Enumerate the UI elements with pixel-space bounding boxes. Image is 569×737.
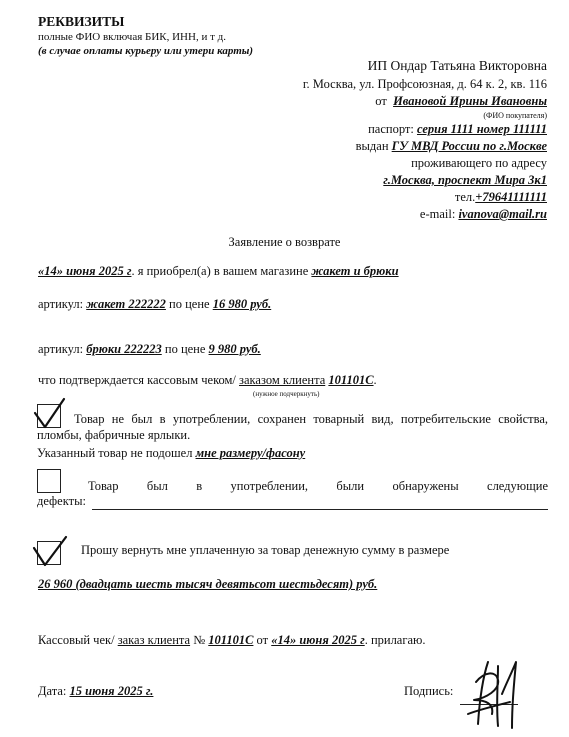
requisites-title: РЕКВИЗИТЫ	[38, 14, 125, 29]
from-label: от	[375, 94, 387, 108]
requisites-line1: полные ФИО включая БИК, ИНН, и т д.	[38, 31, 226, 43]
option-1-reason-label: Указанный товар не подошел	[37, 446, 193, 460]
buyer-name: Ивановой Ирины Ивановны	[393, 94, 547, 108]
email-label: e-mail:	[419, 207, 456, 221]
passport-line	[368, 122, 547, 137]
article-2-price-label: по цене	[164, 342, 206, 356]
article-1-price: 16 980 руб.	[212, 297, 272, 311]
addressee-address: г. Москва, ул. Профсоюзная, д. 64 к. 2, кв. 116	[302, 77, 547, 91]
phone-value: +79641111111	[475, 190, 547, 204]
article-2-price: 9 980 руб.	[208, 342, 261, 356]
purchase-items: жакет и брюки	[311, 264, 399, 278]
attachment-text-2: №	[193, 633, 206, 647]
requisites-line2: (в случае оплаты курьеру или утери карты)	[38, 45, 254, 57]
receipt-text: что подтверждается кассовым чеком/	[38, 373, 236, 387]
issued-value: ГУ МВД России по г.Москве	[391, 139, 547, 153]
issued-line	[356, 139, 547, 154]
date-line	[38, 684, 153, 699]
attachment-date: «14» июня 2025 г	[271, 633, 365, 647]
receipt-order-value: 101101С	[328, 373, 374, 387]
issued-label: выдан	[355, 139, 389, 153]
article-2-value: брюки 222223	[86, 342, 162, 356]
residing-value: г.Москва, проспект Мира 3к1	[383, 173, 547, 187]
purchase-date: «14» июня 2025 г	[38, 264, 132, 278]
receipt-end: .	[373, 373, 377, 387]
email-line	[420, 207, 547, 222]
purchase-text: . я приобрел(а) в вашем магазине	[131, 264, 309, 278]
phone-line	[455, 190, 547, 205]
date-label: Дата:	[38, 684, 67, 698]
refund-text: Прошу вернуть мне уплаченную за товар денежную сумму в размере	[81, 543, 450, 557]
article-1-label: артикул:	[38, 297, 84, 311]
attachment-text-1: Кассовый чек/	[38, 633, 115, 647]
article-1-line	[38, 297, 271, 312]
attachment-line	[38, 633, 426, 648]
article-1-price-label: по цене	[169, 297, 210, 311]
passport-label: паспорт:	[368, 122, 414, 136]
article-2-label: артикул:	[38, 342, 84, 356]
signature-icon	[458, 654, 526, 732]
addressee-name: ИП Ондар Татьяна Викторовна	[367, 58, 547, 73]
from-line	[375, 94, 547, 109]
article-1-value: жакет 222222	[86, 297, 166, 311]
phone-label: тел.	[454, 190, 476, 204]
receipt-line	[38, 373, 377, 388]
article-2-line	[38, 342, 261, 357]
buyer-name-note: (ФИО покупателя)	[483, 111, 547, 120]
option-1-reason	[37, 446, 305, 461]
refund-checkmark-icon	[28, 533, 68, 569]
residing-label: проживающего по адресу	[411, 156, 547, 170]
email-value: ivanova@mail.ru	[458, 207, 547, 221]
document-title: Заявление о возврате	[228, 235, 341, 249]
passport-value: серия 1111 номер 111111	[416, 122, 547, 136]
option-2-checkbox[interactable]	[37, 469, 61, 493]
option-1-reason-value: мне размеру/фасону	[195, 446, 306, 460]
option-1-text: Товар не был в употреблении, сохранен товарный вид, потребительские свойства, пломбы, фабричные ярлыки.	[37, 412, 548, 442]
signature-label: Подпись:	[404, 684, 454, 698]
option-2-text-value: Товар был в употреблении, были обнаружены следующие	[88, 479, 548, 493]
attachment-text-3: от	[256, 633, 269, 647]
receipt-note: (нужное подчеркнуть)	[253, 390, 320, 398]
defects-fill-line	[92, 509, 548, 510]
attachment-order-value: 101101С	[208, 633, 254, 647]
date-value: 15 июня 2025 г.	[69, 684, 154, 698]
receipt-order-label: заказом клиента	[239, 373, 326, 387]
attachment-text-4: . прилагаю.	[364, 633, 426, 647]
purchase-line	[38, 264, 399, 279]
option-2-defects-label: дефекты:	[37, 494, 86, 508]
refund-amount: 26 960 (двадцать шесть тысяч девятьсот шестьдесят) руб.	[38, 577, 378, 591]
attachment-order-label: заказ клиента	[117, 633, 191, 647]
option-2-text	[88, 479, 548, 494]
